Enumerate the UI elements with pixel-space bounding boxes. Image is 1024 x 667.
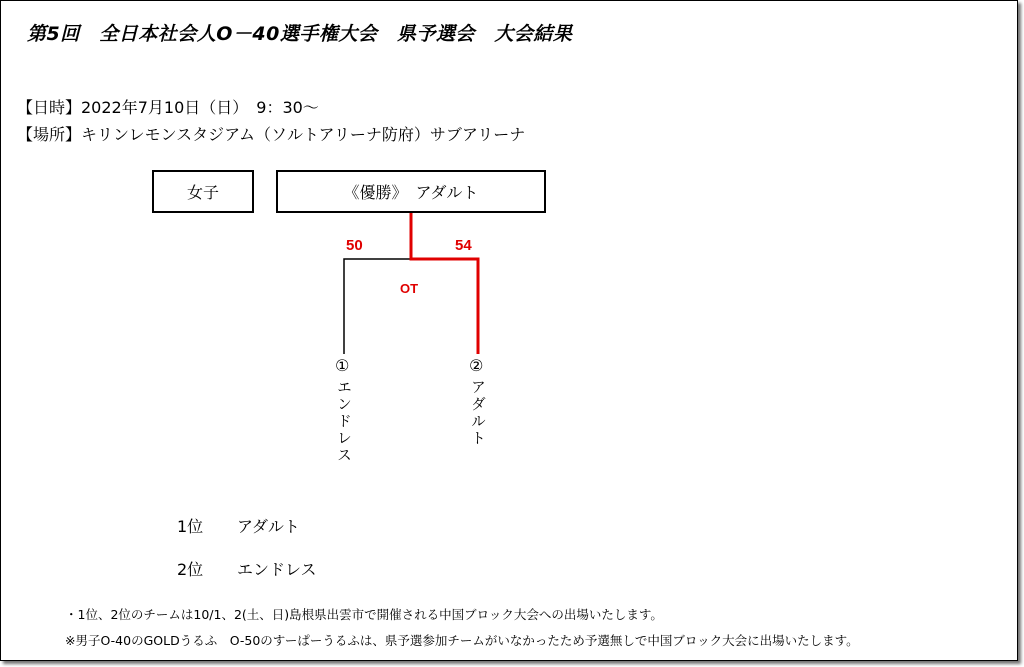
- left-team-name: エンドレス: [335, 379, 353, 464]
- tournament-bracket: [1, 1, 1017, 660]
- winner-bracket-line: [411, 213, 478, 354]
- right-seed: ②: [469, 356, 484, 375]
- overtime-label: OT: [400, 281, 419, 296]
- note-line-1: ・1位、2位のチームは10/1、2(土、日)島根県出雲市で開催される中国ブロック大会への出場いたします。: [65, 607, 663, 622]
- right-score: 54: [455, 237, 472, 254]
- left-seed: ①: [335, 356, 350, 375]
- page-title: 第5回 全日本社会人O－40選手権大会 県予選会 大会結果: [27, 23, 573, 45]
- note-line-2: ※男子O-40のGOLDうるふ O-50のすーぱーうるふは、県予選参加チームがいなかったため予選無しで中国ブロック大会に出場いたします。: [65, 633, 859, 648]
- rank-2-label: 2位: [177, 560, 204, 579]
- category-label: 女子: [186, 183, 219, 202]
- loser-bracket-line: [344, 259, 411, 354]
- left-score: 50: [346, 237, 363, 254]
- rank-1-label: 1位: [177, 517, 204, 536]
- champion-label: 《優勝》 アダルト: [343, 183, 479, 202]
- event-datetime: 【日時】2022年7月10日（日） 9：30～: [17, 98, 319, 117]
- rank-1-team: アダルト: [237, 517, 300, 536]
- right-team-name: アダルト: [469, 379, 487, 447]
- event-venue: 【場所】キリンレモンスタジアム（ソルトアリーナ防府）サブアリーナ: [17, 125, 526, 144]
- rank-2-team: エンドレス: [237, 560, 317, 579]
